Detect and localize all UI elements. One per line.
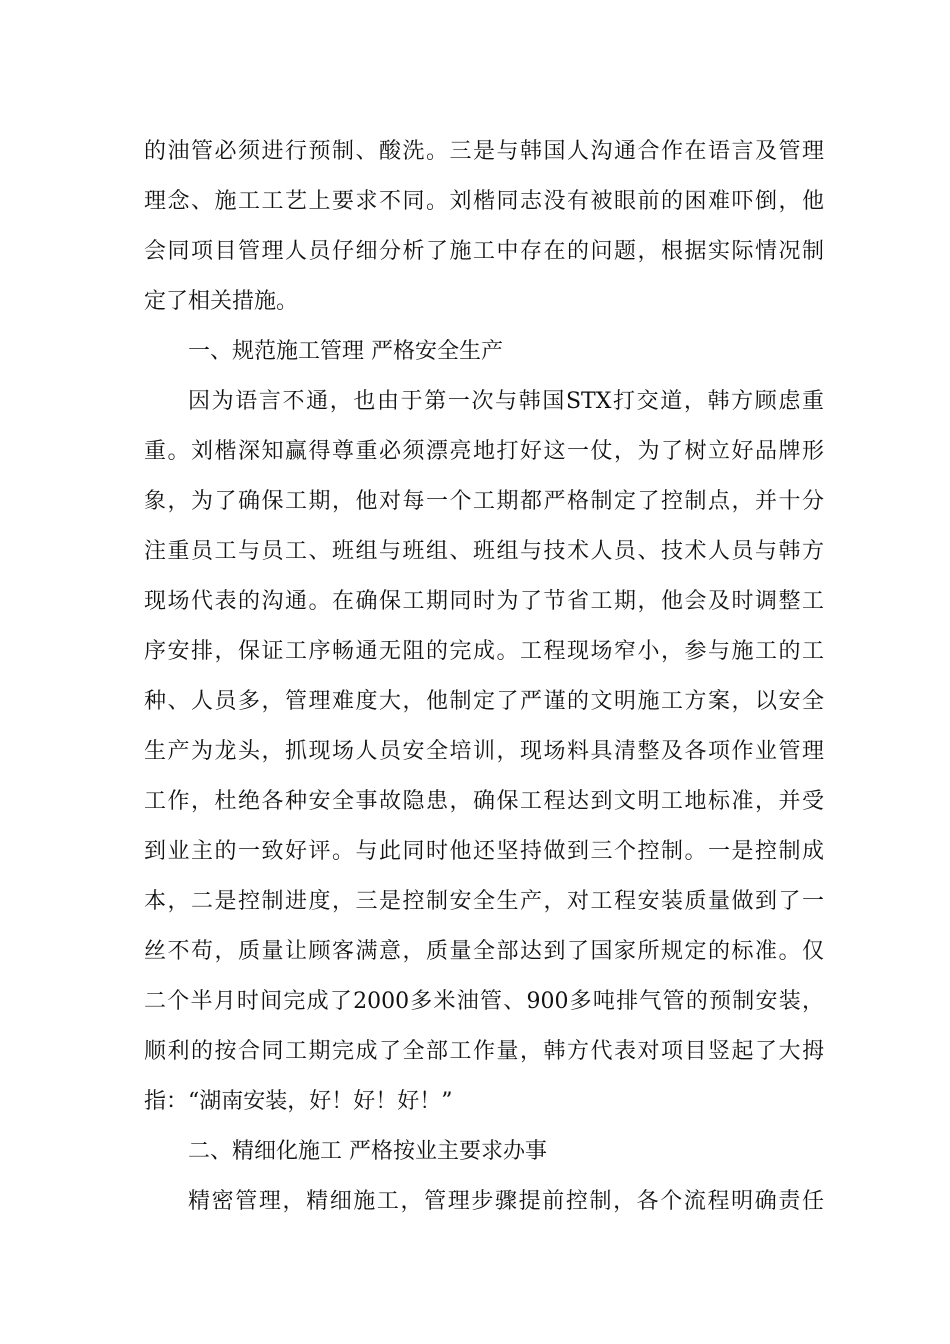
text-line: 本，二是控制进度，三是控制安全生产，对工程安装质量做到了一 (144, 889, 824, 914)
text-line: 的油管必须进行预制、酸洗。三是与韩国人沟通合作在语言及管理 (144, 139, 824, 164)
text-line: 重。刘楷深知赢得尊重必须漂亮地打好这一仗，为了树立好品牌形 (144, 439, 824, 464)
text-line: 会同项目管理人员仔细分析了施工中存在的问题，根据实际情况制 (144, 239, 824, 264)
text-line: 定了相关措施。 (144, 289, 299, 314)
text-line: 序安排，保证工序畅通无阻的完成。工程现场窄小，参与施工的工 (144, 639, 824, 664)
text-line: 象，为了确保工期，他对每一个工期都严格制定了控制点，并十分 (144, 489, 824, 514)
section-heading: 二、精细化施工 严格按业主要求办事 (188, 1139, 547, 1164)
text-line: 注重员工与员工、班组与班组、班组与技术人员、技术人员与韩方 (144, 539, 824, 564)
text-line: 丝不苟，质量让顾客满意，质量全部达到了国家所规定的标准。仅 (144, 939, 824, 964)
text-line: 精密管理，精细施工，管理步骤提前控制，各个流程明确责任 (188, 1189, 824, 1214)
text-line: 指：“湖南安装，好！好！好！” (144, 1089, 453, 1114)
text-line: 二个半月时间完成了2000多米油管、900多吨排气管的预制安装， (144, 989, 824, 1014)
text-line: 到业主的一致好评。与此同时他还坚持做到三个控制。一是控制成 (144, 839, 824, 864)
text-line: 顺利的按合同工期完成了全部工作量，韩方代表对项目竖起了大拇 (144, 1039, 824, 1064)
text-line: 工作，杜绝各种安全事故隐患，确保工程达到文明工地标准，并受 (144, 789, 824, 814)
section-heading: 一、规范施工管理 严格安全生产 (188, 339, 503, 364)
text-line: 现场代表的沟通。在确保工期同时为了节省工期，他会及时调整工 (144, 589, 824, 614)
text-line: 因为语言不通，也由于第一次与韩国STX打交道，韩方顾虑重 (188, 389, 824, 414)
text-line: 理念、施工工艺上要求不同。刘楷同志没有被眼前的困难吓倒，他 (144, 189, 824, 214)
text-line: 种、人员多，管理难度大，他制定了严谨的文明施工方案，以安全 (144, 689, 824, 714)
text-line: 生产为龙头，抓现场人员安全培训，现场料具清整及各项作业管理 (144, 739, 824, 764)
